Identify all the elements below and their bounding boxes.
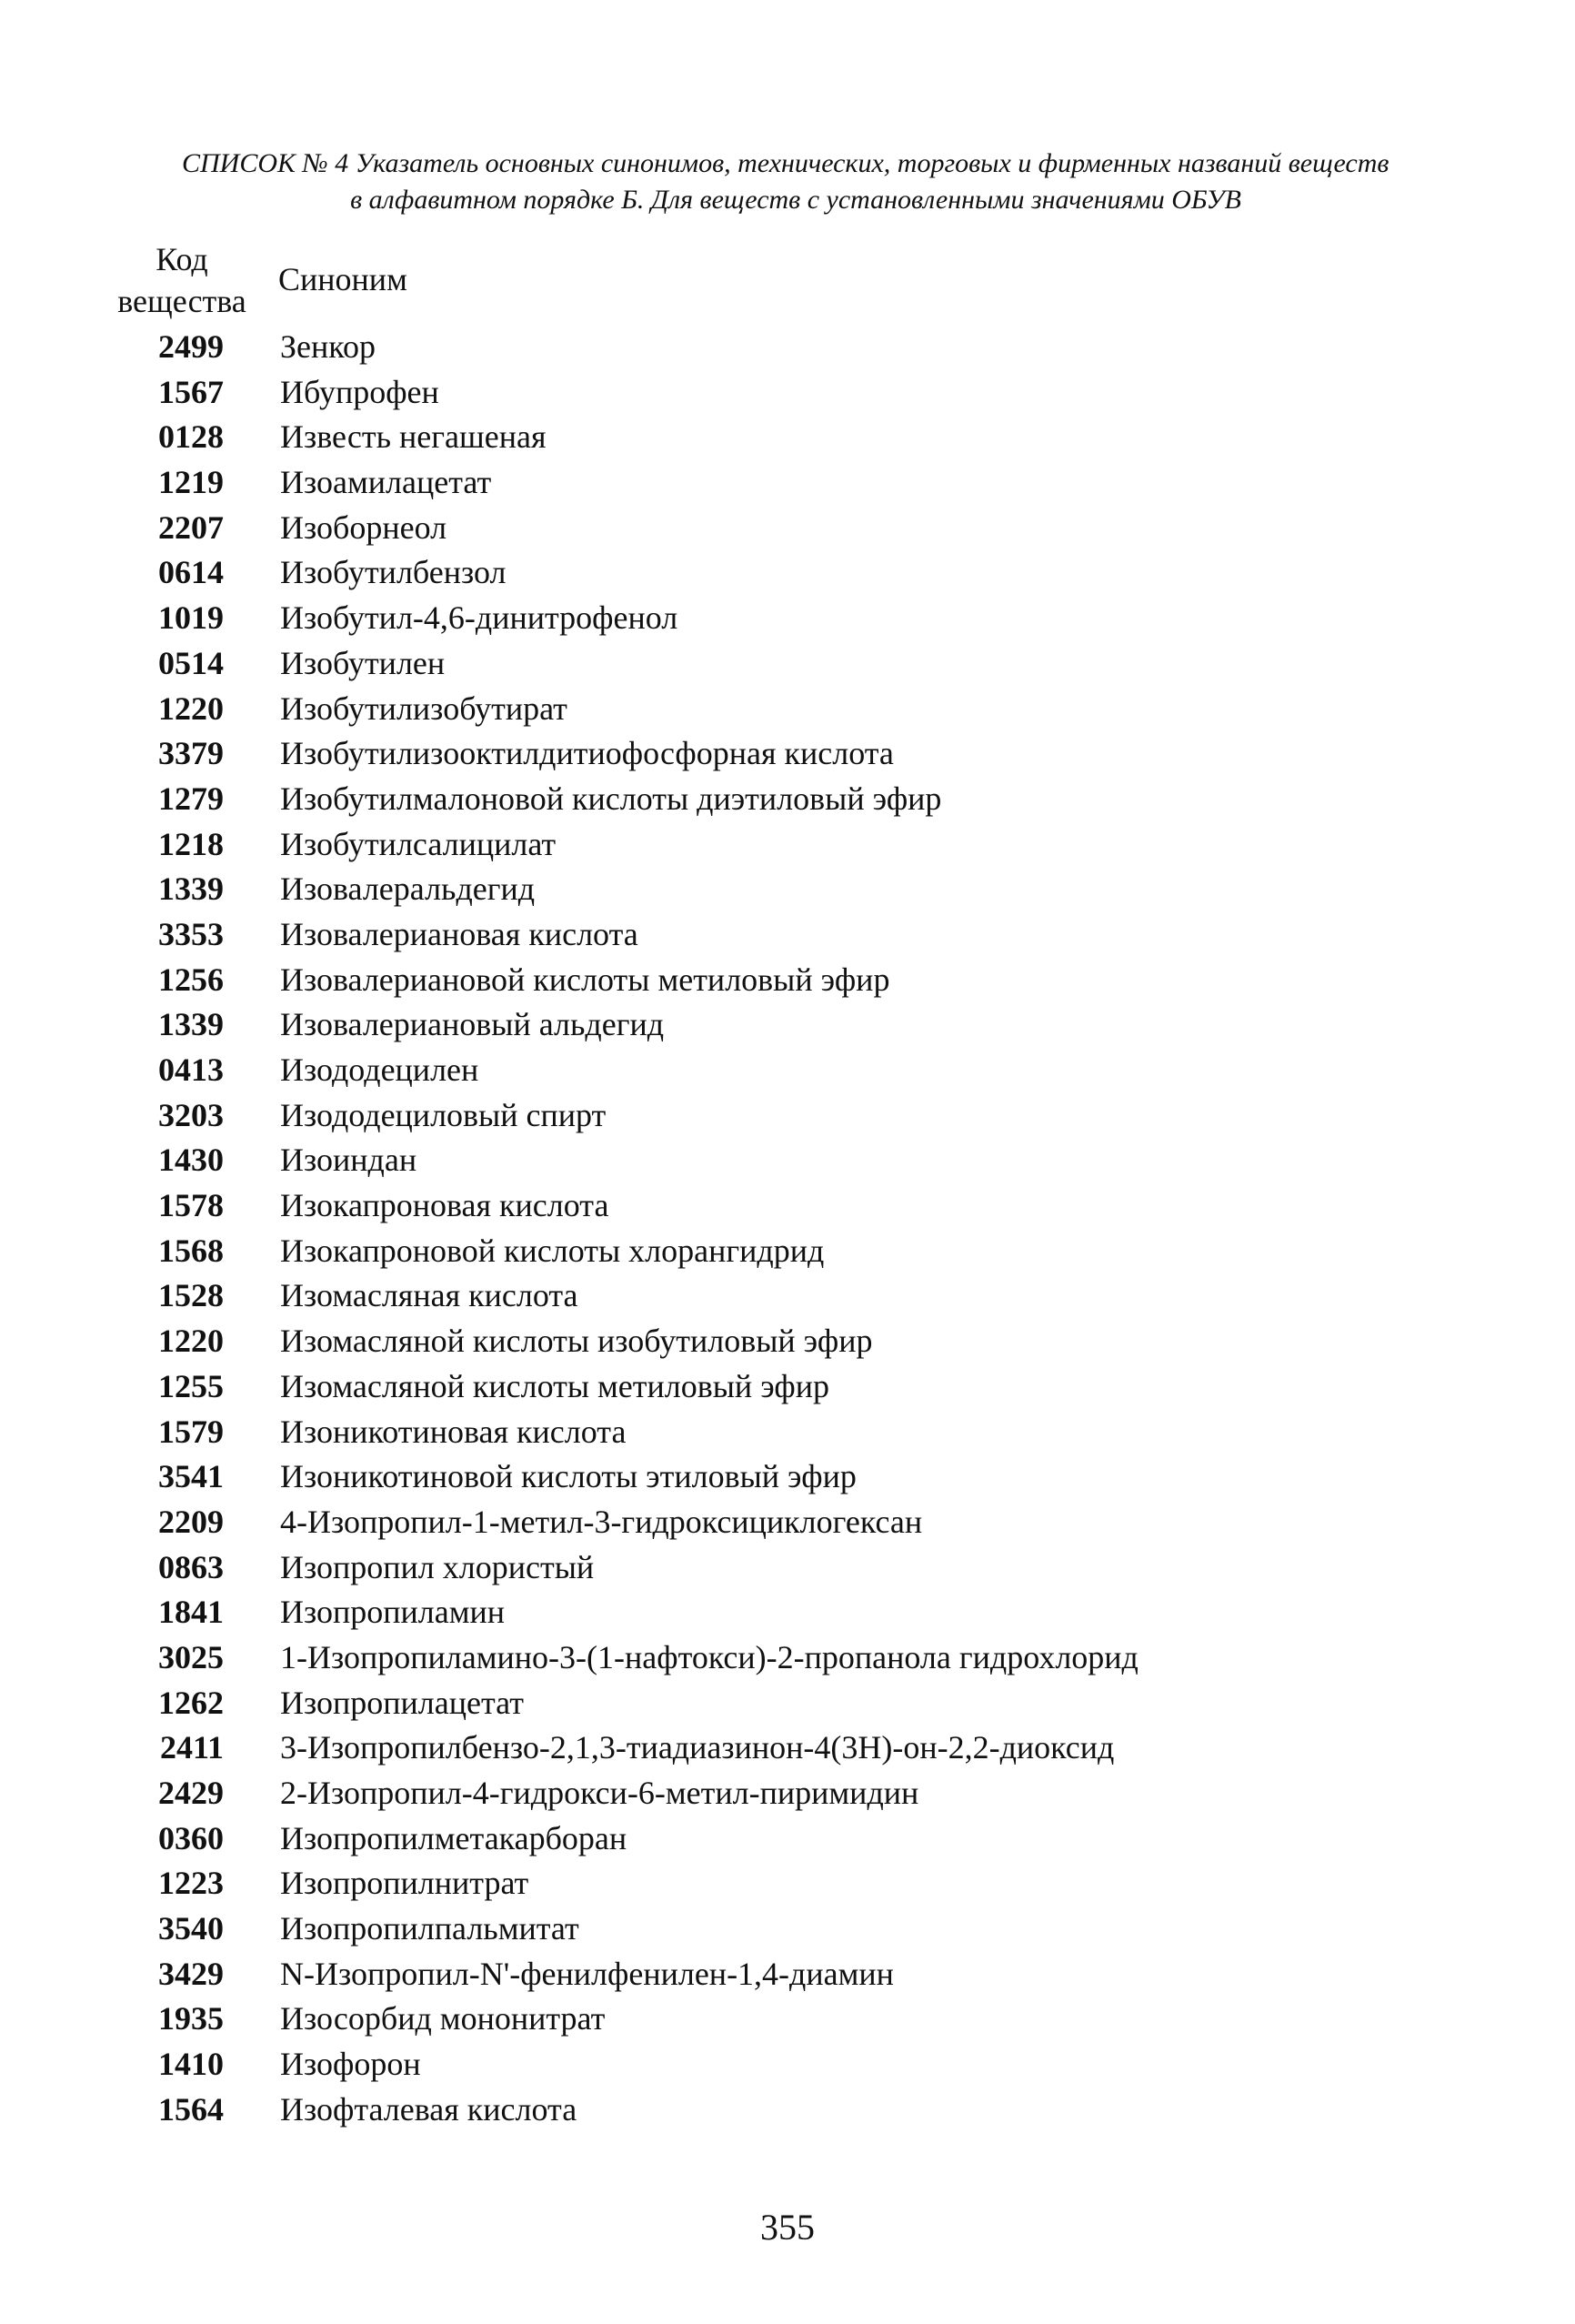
- substance-code: 3353: [158, 915, 224, 952]
- synonym-text: Изобутилмалоновой кислоты диэтиловый эфир: [280, 780, 942, 817]
- substance-code: 2209: [158, 1503, 224, 1540]
- synonym-text: Изоиндан: [280, 1142, 417, 1179]
- table-row: [0, 1680, 1575, 1725]
- synonym-text: Изокапроновой кислоты хлорангидрид: [280, 1232, 825, 1269]
- substance-code: 1410: [158, 2046, 224, 2083]
- synonym-text: Изопропил хлористый: [280, 1548, 595, 1585]
- substance-code: 3429: [158, 1955, 224, 1992]
- substance-code: 2499: [158, 328, 224, 365]
- table-row: [0, 866, 1575, 911]
- substance-code: 1430: [158, 1142, 224, 1179]
- table-row: [0, 1092, 1575, 1138]
- substance-code: 1339: [158, 870, 224, 908]
- substance-code: 3379: [158, 735, 224, 772]
- synonym-text: Изобутилизооктилдитиофосфорная кислота: [280, 735, 894, 772]
- substance-code: 1564: [158, 2090, 224, 2128]
- column-header-synonym: Синоним: [278, 261, 407, 297]
- synonym-text: Изофорон: [280, 2046, 421, 2083]
- substance-code: 1578: [158, 1187, 224, 1224]
- table-row: [0, 1137, 1575, 1182]
- synonym-text: Изокапроновая кислота: [280, 1187, 609, 1224]
- synonym-text: 4-Изопропил-1-метил-3-гидроксициклогексан: [280, 1503, 923, 1540]
- table-row: [0, 1635, 1575, 1680]
- table-row: [0, 1047, 1575, 1092]
- substance-code: 1339: [158, 1006, 224, 1043]
- substance-code: 0614: [158, 554, 224, 591]
- table-row: [0, 1363, 1575, 1409]
- substance-code: 1255: [158, 1367, 224, 1404]
- synonym-text: 1-Изопропиламино-3-(1-нафтокси)-2-пропанола гидрохлорид: [280, 1638, 1139, 1675]
- synonym-text: Зенкор: [280, 328, 376, 365]
- table-row: [0, 730, 1575, 776]
- table-row: [0, 776, 1575, 821]
- substance-code: 3540: [158, 1910, 224, 1947]
- table-row: [0, 911, 1575, 957]
- synonym-text: Изомасляная кислота: [280, 1277, 578, 1314]
- table-row: [0, 324, 1575, 369]
- page-number: 355: [760, 2207, 815, 2248]
- synonym-text: Изопропилнитрат: [280, 1865, 529, 1902]
- synonym-text: Изопропилметакарборан: [280, 1819, 627, 1856]
- synonym-text: Изопропиламин: [280, 1594, 506, 1631]
- header-title-line2: в алфавитном порядке Б. Для веществ с установленными значениями ОБУВ: [350, 185, 1241, 215]
- table-row: [0, 1770, 1575, 1816]
- substance-code: 0863: [158, 1548, 224, 1585]
- column-header-code-line1: Код: [155, 241, 208, 277]
- substance-code: 1935: [158, 2000, 224, 2037]
- header-title-line1: СПИСОК № 4 Указатель основных синонимов, технических, торговых и фирменных названий веществ: [182, 148, 1389, 178]
- substance-code: 1528: [158, 1277, 224, 1314]
- synonym-text: N-Изопропил-N'-фенилфенилен-1,4-диамин: [280, 1955, 894, 1992]
- table-row: [0, 1318, 1575, 1363]
- synonym-text: Изоамилацетат: [280, 464, 492, 501]
- synonym-text: Изовалериановый альдегид: [280, 1006, 665, 1043]
- substance-code: 1256: [158, 961, 224, 998]
- table-row: [0, 2041, 1575, 2087]
- substance-code: 2207: [158, 508, 224, 546]
- table-row: [0, 1996, 1575, 2041]
- table-row: [0, 1228, 1575, 1273]
- table-row: [0, 957, 1575, 1002]
- substance-code: 0413: [158, 1051, 224, 1088]
- synonym-text: Изобутил-4,6-динитрофенол: [280, 599, 678, 637]
- synonym-text: Изопропилацетат: [280, 1684, 524, 1721]
- table-row: [0, 1725, 1575, 1770]
- substance-code: 2429: [158, 1775, 224, 1811]
- substance-code: 2411: [159, 1729, 224, 1766]
- substance-code: 0360: [158, 1819, 224, 1856]
- substance-code: 1579: [158, 1413, 224, 1450]
- substance-code: 1218: [158, 825, 224, 862]
- table-row: [0, 1454, 1575, 1499]
- synonym-text: Изододецилен: [280, 1051, 479, 1088]
- substance-code: 1568: [158, 1232, 224, 1269]
- column-header-code: [100, 238, 264, 322]
- table-row: [0, 1860, 1575, 1906]
- synonym-text: Изоникотиновой кислоты этиловый эфир: [280, 1458, 857, 1495]
- substance-code: 0514: [158, 644, 224, 681]
- table-row: [0, 1816, 1575, 1861]
- synonym-text: Изобутилбензол: [280, 554, 507, 591]
- synonym-text: Изобутилизобутират: [280, 689, 567, 727]
- synonym-text: 2-Изопропил-4-гидрокси-6-метил-пиримидин: [280, 1775, 919, 1811]
- table-row: [0, 686, 1575, 731]
- table-row: [0, 1182, 1575, 1228]
- substance-code: 1219: [158, 464, 224, 501]
- table-row: [0, 2087, 1575, 2132]
- substance-code: 1220: [158, 689, 224, 727]
- table-row: [0, 595, 1575, 640]
- synonym-text: Изобутилен: [280, 644, 446, 681]
- table-row: [0, 640, 1575, 686]
- synonym-table: [0, 324, 1575, 2132]
- synonym-text: Изофталевая кислота: [280, 2090, 577, 2128]
- substance-code: 3025: [158, 1638, 224, 1675]
- table-row: [0, 1409, 1575, 1454]
- substance-code: 1262: [158, 1684, 224, 1721]
- substance-code: 1223: [158, 1865, 224, 1902]
- table-row: [0, 1273, 1575, 1318]
- substance-code: 1567: [158, 373, 224, 410]
- substance-code: 1220: [158, 1323, 224, 1360]
- synonym-text: Изододециловый спирт: [280, 1096, 607, 1133]
- synonym-text: Изовалеральдегид: [280, 870, 536, 908]
- synonym-text: Изоникотиновая кислота: [280, 1413, 627, 1450]
- substance-code: 1841: [158, 1594, 224, 1631]
- table-row: [0, 1589, 1575, 1635]
- substance-code: 0128: [158, 418, 224, 456]
- table-row: [0, 1499, 1575, 1544]
- substance-code: 1019: [158, 599, 224, 637]
- synonym-text: 3-Изопропилбензо-2,1,3-тиадиазинон-4(3Н)-он-2,2-диоксид: [280, 1729, 1115, 1766]
- table-row: [0, 1001, 1575, 1047]
- table-row: [0, 1906, 1575, 1951]
- table-row: [0, 1544, 1575, 1590]
- table-row: [0, 821, 1575, 867]
- table-row: [0, 369, 1575, 415]
- table-row: [0, 505, 1575, 550]
- table-row: [0, 1951, 1575, 1997]
- synonym-text: Изосорбид мононитрат: [280, 2000, 606, 2037]
- substance-code: 3541: [158, 1458, 224, 1495]
- synonym-text: Изопропилпальмитат: [280, 1910, 579, 1947]
- synonym-text: Изовалериановая кислота: [280, 915, 638, 952]
- synonym-text: Изобутилсалицилат: [280, 825, 557, 862]
- synonym-text: Изовалериановой кислоты метиловый эфир: [280, 961, 890, 998]
- synonym-text: Ибупрофен: [280, 373, 439, 410]
- column-header-code-line2: вещества: [117, 283, 246, 319]
- synonym-text: Изомасляной кислоты метиловый эфир: [280, 1367, 830, 1404]
- page-header: [182, 146, 1391, 218]
- substance-code: 1279: [158, 780, 224, 817]
- substance-code: 3203: [158, 1096, 224, 1133]
- table-row: [0, 414, 1575, 459]
- synonym-text: Известь негашеная: [280, 418, 547, 456]
- table-row: [0, 459, 1575, 505]
- synonym-text: Изомасляной кислоты изобутиловый эфир: [280, 1323, 873, 1360]
- table-row: [0, 549, 1575, 595]
- synonym-text: Изоборнеол: [280, 508, 447, 546]
